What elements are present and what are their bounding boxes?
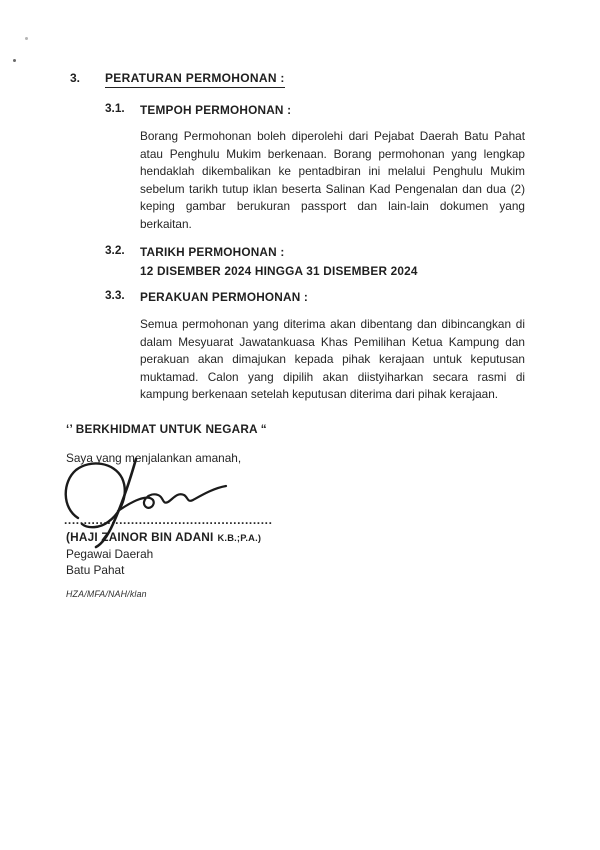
subsection-heading-3-1 — [105, 101, 291, 120]
paragraph-tempoh-permohonan: Borang Permohonan boleh diperolehi dari Pejabat Daerah Batu Pahat atau Penghulu Mukim berkenaan. Borang permohonan yang lengkap hendaklah dikembalikan ke pentadbiran ini melalui Penghulu Mukim sebelum tarikh tutup iklan beserta Salinan Kad Pengenalan dan dua (2) keping gambar berukuran passport dan lain-lain dokumen yang berkaitan. — [140, 129, 525, 231]
signee-name-text: (HAJI ZAINOR BIN ADANI — [66, 530, 214, 544]
slogan-berkhidmat: ‘’ BERKHIDMAT UNTUK NEGARA “ — [66, 422, 267, 436]
subsection-number: 3.1. — [105, 101, 125, 115]
subsection-title: TEMPOH PERMOHONAN : — [140, 103, 292, 117]
application-dates: 12 DISEMBER 2024 HINGGA 31 DISEMBER 2024 — [140, 263, 418, 278]
subsection-number: 3.3. — [105, 288, 125, 302]
signee-location: Batu Pahat — [66, 563, 125, 577]
subsection-number: 3.2. — [105, 243, 125, 257]
salutation: Saya yang menjalankan amanah, — [66, 451, 242, 465]
signee-name — [66, 530, 261, 544]
subsection-title: PERAKUAN PERMOHONAN : — [140, 290, 309, 304]
subsection-heading-3-2 — [105, 243, 418, 280]
reference-code: HZA/MFA/NAH/klan — [66, 589, 147, 599]
section-number: 3. — [70, 71, 81, 85]
section-heading — [70, 71, 285, 88]
scan-speck — [13, 59, 16, 62]
paragraph-perakuan-permohonan: Semua permohonan yang diterima akan dibentang dan dibincangkan di dalam Mesyuarat Jawatankuasa Khas Pemilihan Ketua Kampung dan perakuan akan dimajukan kepada pihak kerajaan untuk keputusan muktamad. Calon yang dipilih akan diistyiharkan secara rasmi di kampung berkenaan setelah keputusan diterima dari pihak kerajaan. — [140, 317, 525, 402]
section-title: PERATURAN PERMOHONAN : — [105, 71, 285, 88]
subsection-title: TARIKH PERMOHONAN : — [140, 245, 285, 259]
scan-speck — [25, 37, 28, 40]
signee-position: Pegawai Daerah — [66, 547, 154, 561]
subsection-heading-3-3 — [105, 288, 308, 307]
signee-credentials: K.B.;P.A.) — [217, 533, 262, 543]
signature-dotted-line: ..................................................... — [64, 513, 273, 527]
